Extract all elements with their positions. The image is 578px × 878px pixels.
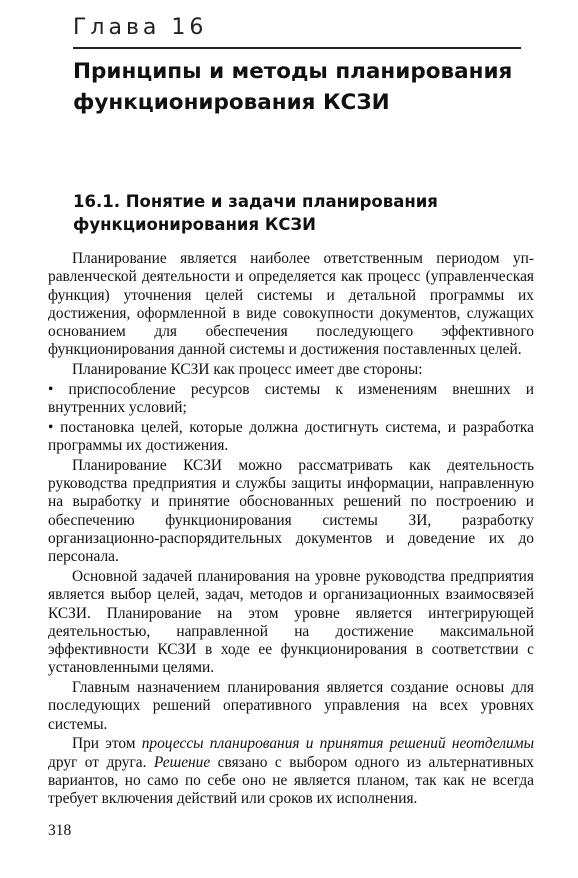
paragraph-6-text-c: связано с выбором одного из альтернативных вариантов, но само по себе оно не является планом, так как не всегда требует включения действий или сроков их исполнения.: [48, 753, 534, 808]
section-title-line-1: 16.1. Понятие и задачи планирования: [73, 192, 438, 211]
body-text: [48, 250, 534, 810]
paragraph-3: Планирование КСЗИ можно рассматривать как деятельность руководства предприятия и службы защиты информации, направленную на выработку и принятие обоснованных решений по построению и обеспечению функционирования системы ЗИ, разработку организационно-распорядительных документов и доведение их до персонала.: [48, 456, 534, 566]
paragraph-6-emphasis-1: процессы планирования и принятия решений неотделимы: [141, 735, 534, 753]
page-number: 318: [48, 822, 72, 839]
paragraph-4: Основной задачей планирования на уровне руководства предприятия является выбор целей, задач, методов и организационных взаимосвязей КСЗИ. Планирование на этом уровне является интегрирующей деятельностью, направленной на достижение максимальной эффективности КСЗИ в ходе ее функционирования в соответствии с установленными целями.: [48, 568, 534, 677]
section-title: [73, 190, 513, 236]
paragraph-5: Главным назначением планирования является создание основы для последующих решений оперативного управления на всех уровнях системы.: [48, 679, 534, 733]
paragraph-2: Планирование КСЗИ как процесс имеет две стороны:: [72, 361, 423, 379]
paragraph-6-emphasis-2: Решение: [153, 753, 211, 771]
chapter-title: [73, 56, 523, 118]
chapter-title-line-2: функционирования КСЗИ: [73, 90, 390, 115]
paragraph-1: Планирование является наиболее ответственным периодом управленческой деятельности и определяется как процесс (управленческая функция) уточнения целей системы и детальной программы их достижения, оформленной в виде совокупности документов, служащих основанием для обеспечения последующего эффективного функционирования данной системы и достижения поставленных целей.: [48, 250, 534, 359]
bullet-item-2: • постановка целей, которые должна достигнуть система, и разработка программы их достижения.: [48, 418, 534, 455]
chapter-header-rule: [73, 47, 521, 49]
section-title-line-2: функционирования КСЗИ: [73, 215, 316, 234]
bullet-item-1: • приспособление ресурсов системы к изменениям внешних и внутренних условий;: [48, 380, 534, 417]
chapter-label: Глава 16: [73, 15, 208, 40]
paragraph-6: [48, 735, 534, 808]
paragraph-6-text-a: При этом: [72, 735, 142, 753]
chapter-title-line-1: Принципы и методы планирования: [73, 59, 513, 84]
paragraph-6-text-b: друг от друга.: [48, 753, 154, 771]
